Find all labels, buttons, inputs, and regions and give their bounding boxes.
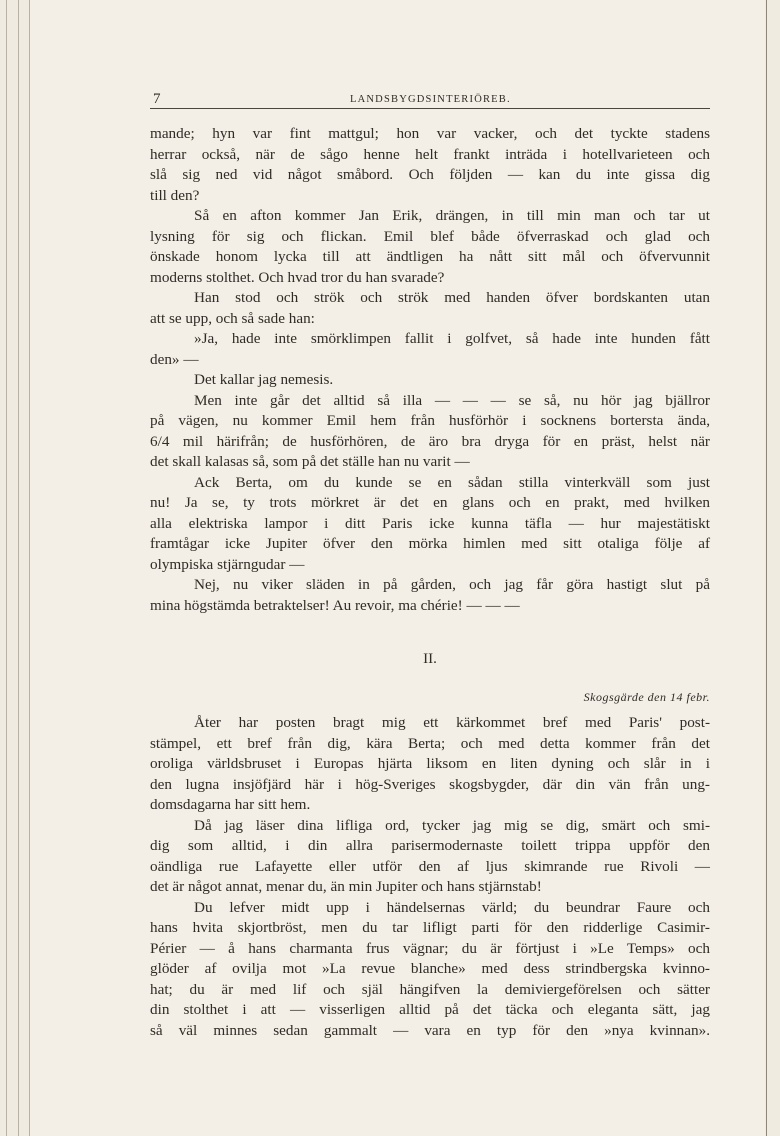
text-line: Han stod och strök och strök med handen öfver bordskanten utan xyxy=(194,289,710,306)
text-line: Det kallar jag nemesis. xyxy=(194,371,334,388)
text-line: det skall kalasas så, som på det ställe han nu varit — xyxy=(150,453,470,470)
text-line: hat; du är med lif och själ hängifven la demiviergeförelsen och sätter xyxy=(150,980,710,998)
text-line: dig som alltid, i din allra parisermodernaste toilett trippa uppför den xyxy=(150,837,710,854)
text-line: önskade honom lycka till att ändtligen ha nått sitt mål och öfvervunnit xyxy=(150,248,710,265)
text-line: det är något annat, menar du, än min Jupiter och hans stjärnstab! xyxy=(150,878,542,895)
text-line: Du lefver midt upp i händelsernas värld; du beundrar Faure och xyxy=(194,898,710,916)
text-line: nu! Ja se, ty trots mörkret är det en glans och en prakt, med hvilken xyxy=(150,494,710,511)
text-line: Så en afton kommer Jan Erik, drängen, in till min man och tar ut xyxy=(194,207,710,224)
body-text-part2 xyxy=(150,713,710,1041)
text-line: oändliga rue Lafayette eller utför den af ljus skimrande rue Rivoli — xyxy=(150,857,710,875)
body-text-part1 xyxy=(150,124,710,616)
text-line: den» — xyxy=(150,350,199,368)
text-line: glöder af ovilja mot »La revue blanche» med dess strindbergska kvinno- xyxy=(150,960,710,977)
text-line: mina högstämda betraktelser! Au revoir, ma chérie! — — — xyxy=(150,596,520,614)
text-line: Men inte går det alltid så illa — — — se så, nu hör jag bjällror xyxy=(194,391,710,409)
page-number: 7 xyxy=(153,91,161,107)
text-line: till den? xyxy=(150,186,200,204)
text-line: Då jag läser dina lifliga ord, tycker jag mig se dig, smärt och smi- xyxy=(194,816,710,834)
section-number: II. xyxy=(423,651,437,667)
running-title: LANDSBYGDSINTERIÖREB. xyxy=(350,94,511,105)
text-line: hans hvita skjortbröst, men du tar lifligt parti för den ridderlige Casimir- xyxy=(150,919,710,936)
text-line: Åter har posten bragt mig ett kärkommet bref med Paris' post- xyxy=(194,714,710,731)
text-line: »Ja, hade inte smörklimpen fallit i golfvet, så hade inte hunden fått xyxy=(194,330,710,347)
text-line: oroliga världsbruset i Europas hjärta liksom en liten dyning och slår in i xyxy=(150,755,710,772)
text-line: moderns stolthet. Och hvad tror du han svarade? xyxy=(150,268,445,286)
text-line: mande; hyn var fint mattgul; hon var vacker, och det tyckte stadens xyxy=(150,125,710,142)
page-edge-left-inner xyxy=(18,0,19,1136)
text-line: din stolthet i att — visserligen alltid på det täcka och eleganta sätt, jag xyxy=(150,1001,710,1018)
text-line: så väl minnes sedan gammalt — vara en typ för den »nya kvinnan». xyxy=(150,1021,710,1039)
page-edge-left-outer xyxy=(6,0,7,1136)
text-line: att se upp, och så sade han: xyxy=(150,309,315,327)
text-line: herrar också, när de sågo henne helt frankt inträda i hotellvarieteen och xyxy=(150,145,710,163)
header-rule xyxy=(150,108,710,109)
text-line: domsdagarna har sitt hem. xyxy=(150,796,311,813)
text-line: Périer — å hans charmanta frus vägnar; du är förtjust i »Le Temps» och xyxy=(150,939,710,957)
page-edge-right xyxy=(766,0,767,1136)
letter-dateline: Skogsgärde den 14 febr. xyxy=(583,690,710,704)
text-line: lysning för sig och flickan. Emil blef både öfverraskad och glad och xyxy=(150,227,710,245)
page-header xyxy=(150,91,710,109)
text-line: framtågar icke Jupiter öfver den mörka himlen med sitt otaliga följe af xyxy=(150,535,710,552)
text-line: den lugna insjöfjärd här i hög-Sveriges skogsbygder, där din vän från ung- xyxy=(150,775,710,793)
text-line: slå sig ned vid något småbord. Och följden — kan du inte gissa dig xyxy=(150,166,710,183)
text-line: stämpel, ett bref från dig, kära Berta; och med detta kommer från det xyxy=(150,734,710,752)
text-line: på vägen, nu kommer Emil hem från husförhör i socknens bortersta ända, xyxy=(150,412,710,429)
text-line: olympiska stjärngudar — xyxy=(150,555,305,573)
text-line: alla elektriska lampor i ditt Paris icke kunna täfla — hur majestätiskt xyxy=(150,514,710,532)
text-line: Nej, nu viker släden in på gården, och jag får göra hastigt slut på xyxy=(194,576,710,593)
text-line: Ack Berta, om du kunde se en sådan stilla vinterkväll som just xyxy=(194,473,710,491)
text-line: 6/4 mil härifrån; de husförhören, de äro bra dryga för en präst, helst när xyxy=(150,432,710,450)
